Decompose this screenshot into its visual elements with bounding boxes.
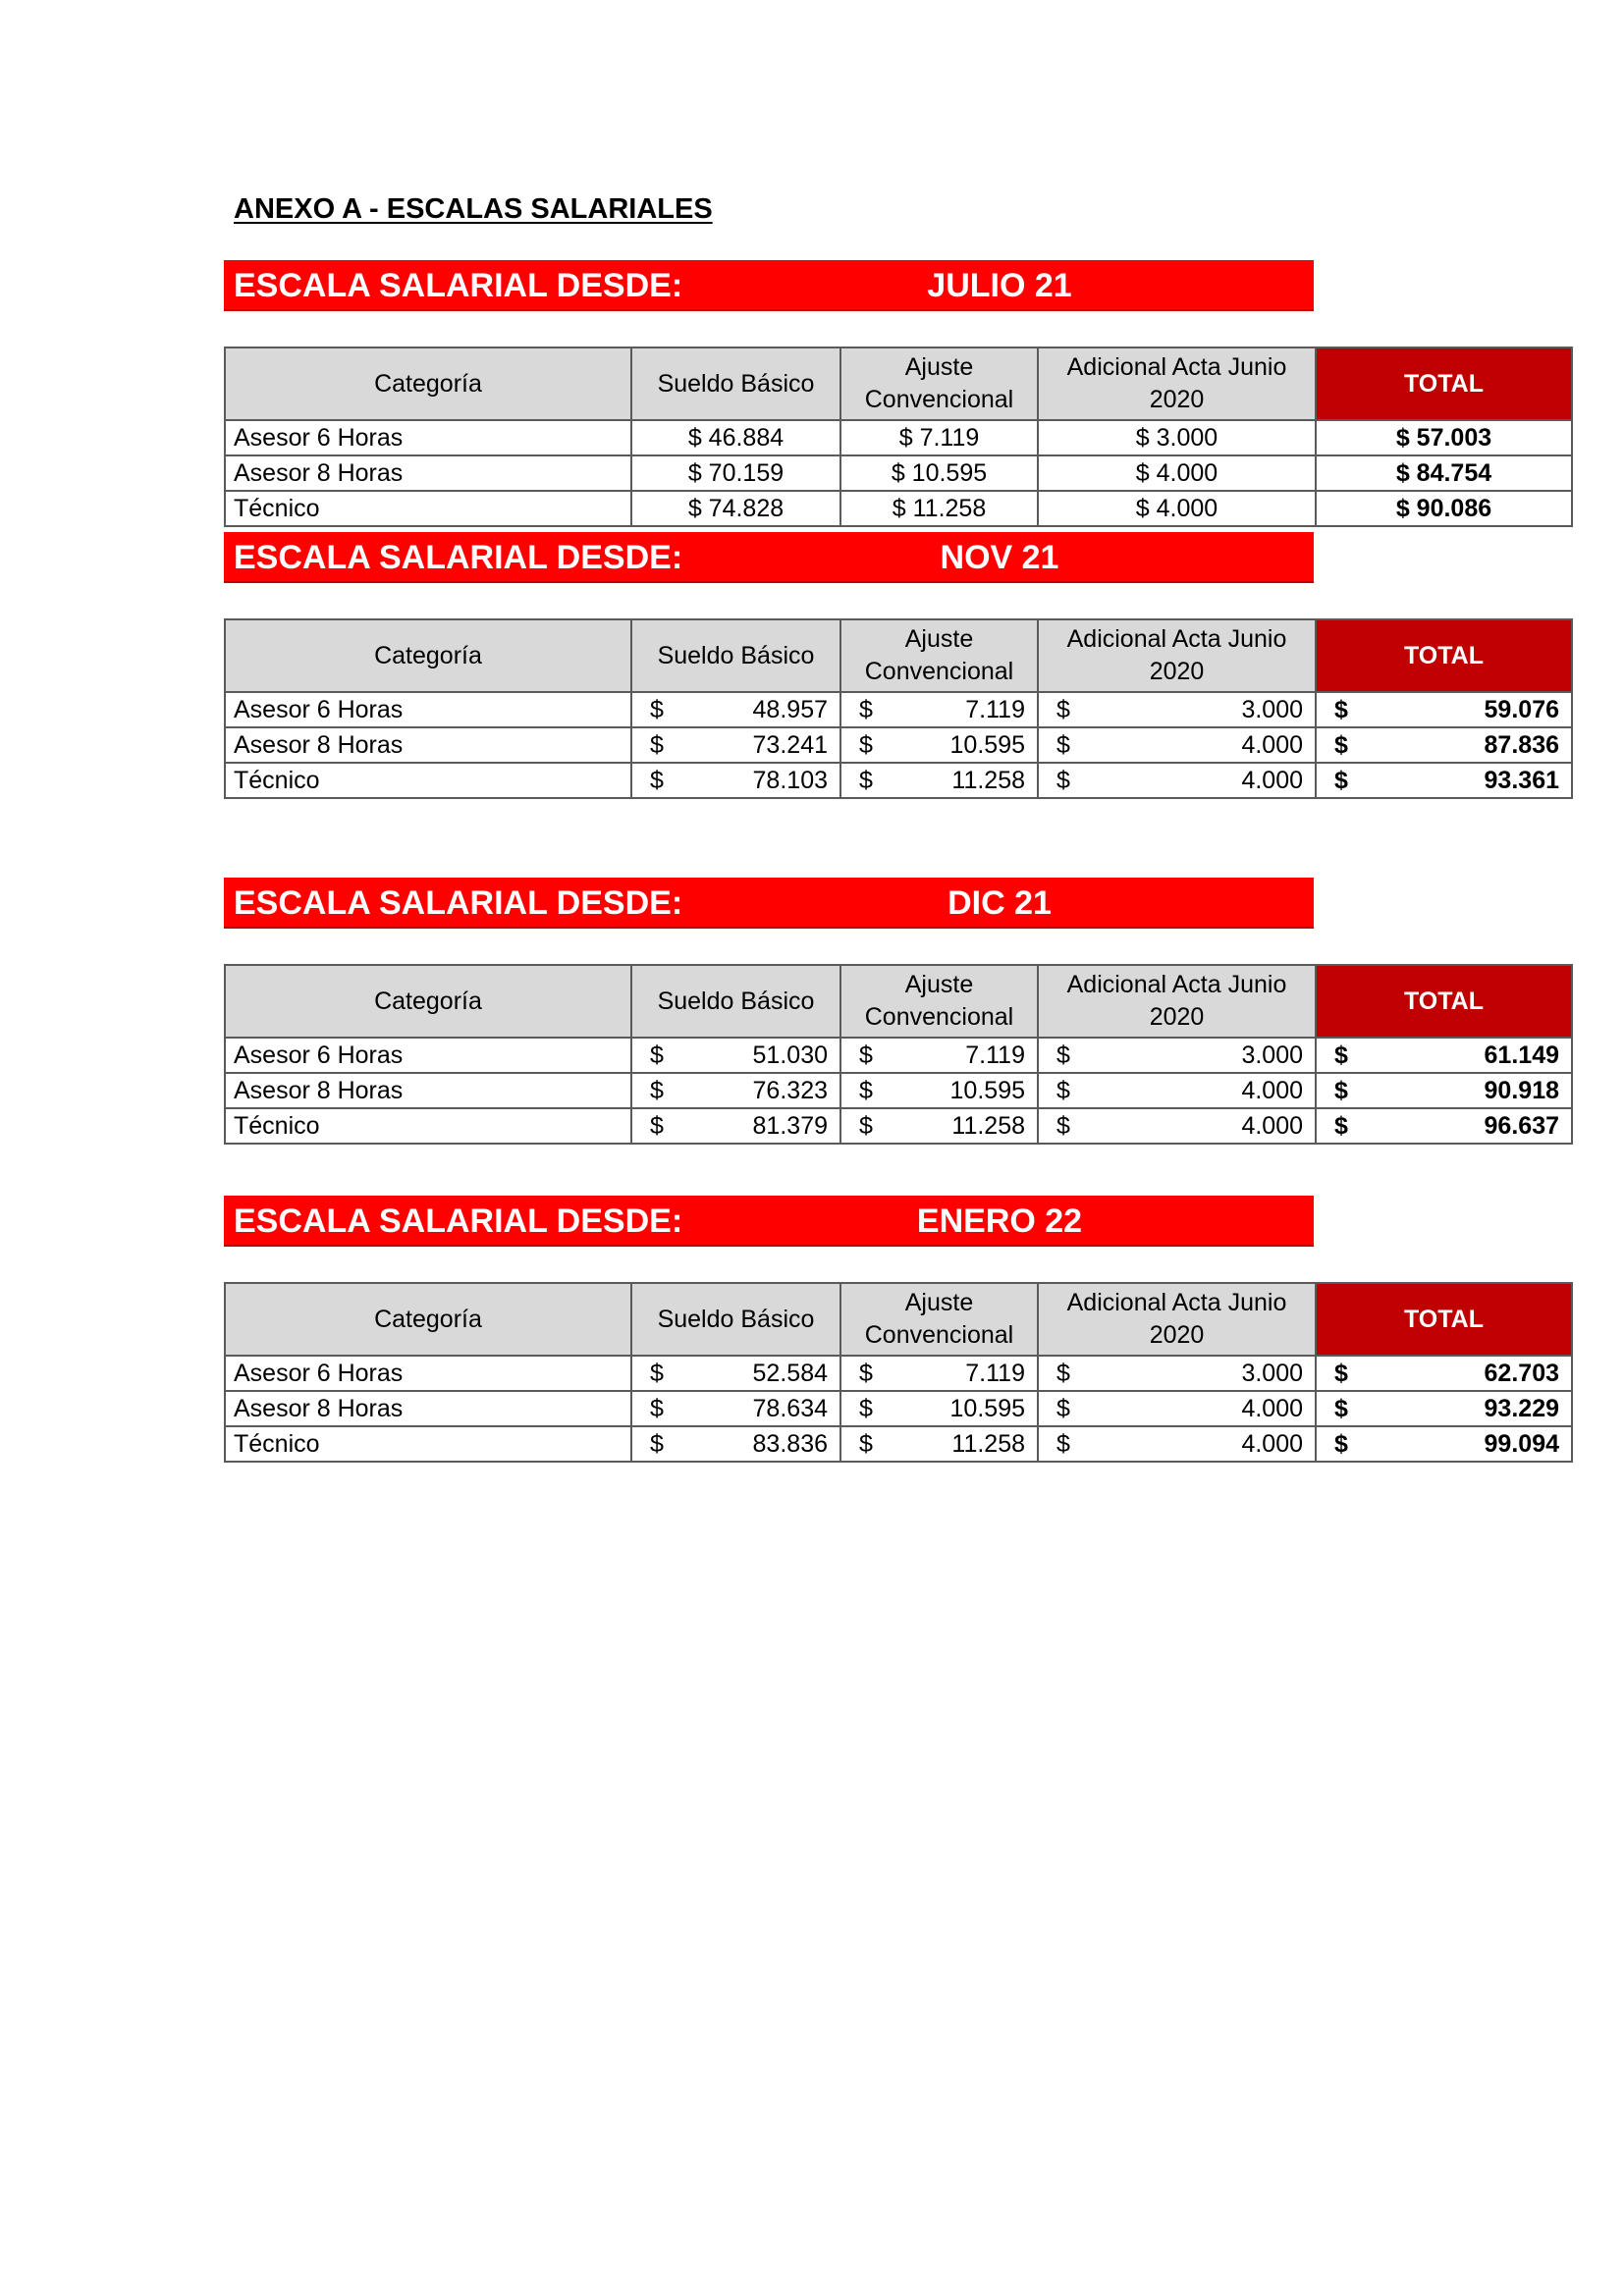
cell-adicional: $ 4.000 — [1038, 727, 1316, 763]
cell-ajuste: $ 11.258 — [840, 491, 1038, 526]
currency-symbol: $ — [1334, 1395, 1348, 1422]
cell-ajuste: $ 7.119 — [840, 692, 1038, 727]
banner-period: JULIO 21 — [927, 267, 1072, 304]
cell-ajuste: $ 11.258 — [840, 763, 1038, 798]
header-categoria: Categoría — [225, 619, 631, 692]
cell-total: $ 93.229 — [1316, 1391, 1572, 1426]
salary-table — [224, 347, 1573, 527]
header-categoria: Categoría — [225, 347, 631, 420]
header-categoria: Categoría — [225, 1283, 631, 1356]
currency-symbol: $ — [1334, 767, 1348, 794]
currency-symbol: $ — [650, 696, 664, 723]
table-row — [225, 1073, 1572, 1108]
table-row — [225, 1426, 1572, 1462]
currency-symbol: $ — [1334, 1430, 1348, 1458]
banner-label: ESCALA SALARIAL DESDE: — [234, 267, 683, 304]
cell-total: $ 96.637 — [1316, 1108, 1572, 1144]
currency-symbol: $ — [1056, 1360, 1070, 1387]
currency-symbol: $ — [859, 1395, 873, 1422]
cell-categoria: Asesor 8 Horas — [225, 1391, 631, 1426]
cell-adicional: $ 4.000 — [1038, 1073, 1316, 1108]
currency-symbol: $ — [1056, 1041, 1070, 1069]
header-categoria: Categoría — [225, 965, 631, 1038]
cell-sueldo: $ 78.103 — [631, 763, 840, 798]
table-row — [225, 491, 1572, 526]
header-sueldo-basico: Sueldo Básico — [631, 965, 840, 1038]
banner-period: DIC 21 — [947, 884, 1052, 922]
cell-total: $ 90.086 — [1316, 491, 1572, 526]
currency-symbol: $ — [650, 731, 664, 759]
cell-sueldo: $ 78.634 — [631, 1391, 840, 1426]
cell-total: $ 59.076 — [1316, 692, 1572, 727]
cell-categoria: Técnico — [225, 763, 631, 798]
currency-symbol: $ — [1334, 696, 1348, 723]
header-ajuste-convencional: Ajuste Convencional — [840, 965, 1038, 1038]
currency-symbol: $ — [1334, 1077, 1348, 1104]
cell-adicional: $ 4.000 — [1038, 455, 1316, 491]
header-sueldo-basico: Sueldo Básico — [631, 1283, 840, 1356]
cell-sueldo: $ 48.957 — [631, 692, 840, 727]
cell-ajuste: $ 10.595 — [840, 1391, 1038, 1426]
salary-table — [224, 964, 1573, 1145]
currency-symbol: $ — [859, 1430, 873, 1458]
currency-symbol: $ — [859, 767, 873, 794]
cell-sueldo: $ 73.241 — [631, 727, 840, 763]
currency-symbol: $ — [1056, 1112, 1070, 1140]
header-total: TOTAL — [1316, 619, 1572, 692]
cell-sueldo: $ 46.884 — [631, 420, 840, 455]
salary-table — [224, 618, 1573, 799]
banner-label: ESCALA SALARIAL DESDE: — [234, 539, 683, 576]
header-sueldo-basico: Sueldo Básico — [631, 347, 840, 420]
cell-ajuste: $ 11.258 — [840, 1426, 1038, 1462]
header-total: TOTAL — [1316, 347, 1572, 420]
table-header-row — [225, 347, 1572, 420]
cell-categoria: Asesor 6 Horas — [225, 1038, 631, 1073]
cell-adicional: $ 4.000 — [1038, 1108, 1316, 1144]
header-total: TOTAL — [1316, 1283, 1572, 1356]
cell-adicional: $ 4.000 — [1038, 1426, 1316, 1462]
table-row — [225, 692, 1572, 727]
cell-adicional: $ 3.000 — [1038, 1038, 1316, 1073]
cell-categoria: Asesor 6 Horas — [225, 420, 631, 455]
cell-categoria: Asesor 6 Horas — [225, 692, 631, 727]
currency-symbol: $ — [859, 1041, 873, 1069]
currency-symbol: $ — [650, 1430, 664, 1458]
cell-ajuste: $ 10.595 — [840, 1073, 1038, 1108]
currency-symbol: $ — [1334, 1041, 1348, 1069]
header-total: TOTAL — [1316, 965, 1572, 1038]
cell-adicional: $ 3.000 — [1038, 692, 1316, 727]
table-row — [225, 727, 1572, 763]
cell-total: $ 90.918 — [1316, 1073, 1572, 1108]
table-row — [225, 455, 1572, 491]
currency-symbol: $ — [650, 1077, 664, 1104]
section-banner — [224, 532, 1314, 583]
currency-symbol: $ — [859, 696, 873, 723]
cell-adicional: $ 3.000 — [1038, 1356, 1316, 1391]
table-row — [225, 1038, 1572, 1073]
currency-symbol: $ — [650, 1041, 664, 1069]
table-row — [225, 420, 1572, 455]
cell-adicional: $ 4.000 — [1038, 1391, 1316, 1426]
cell-ajuste: $ 7.119 — [840, 1038, 1038, 1073]
currency-symbol: $ — [1056, 1395, 1070, 1422]
header-adicional-acta: Adicional Acta Junio 2020 — [1038, 619, 1316, 692]
cell-adicional: $ 4.000 — [1038, 763, 1316, 798]
banner-label: ESCALA SALARIAL DESDE: — [234, 884, 683, 922]
table-row — [225, 1108, 1572, 1144]
cell-adicional: $ 4.000 — [1038, 491, 1316, 526]
cell-ajuste: $ 7.119 — [840, 420, 1038, 455]
cell-total: $ 93.361 — [1316, 763, 1572, 798]
cell-total: $ 99.094 — [1316, 1426, 1572, 1462]
cell-categoria: Asesor 8 Horas — [225, 1073, 631, 1108]
cell-ajuste: $ 7.119 — [840, 1356, 1038, 1391]
document-title: ANEXO A - ESCALAS SALARIALES — [234, 193, 713, 225]
currency-symbol: $ — [1056, 767, 1070, 794]
currency-symbol: $ — [1334, 1112, 1348, 1140]
currency-symbol: $ — [859, 1360, 873, 1387]
currency-symbol: $ — [1056, 731, 1070, 759]
cell-total: $ 84.754 — [1316, 455, 1572, 491]
cell-ajuste: $ 10.595 — [840, 455, 1038, 491]
cell-categoria: Técnico — [225, 1426, 631, 1462]
header-adicional-acta: Adicional Acta Junio 2020 — [1038, 347, 1316, 420]
cell-sueldo: $ 81.379 — [631, 1108, 840, 1144]
cell-sueldo: $ 83.836 — [631, 1426, 840, 1462]
header-ajuste-convencional: Ajuste Convencional — [840, 347, 1038, 420]
cell-sueldo: $ 51.030 — [631, 1038, 840, 1073]
currency-symbol: $ — [859, 731, 873, 759]
cell-ajuste: $ 11.258 — [840, 1108, 1038, 1144]
header-adicional-acta: Adicional Acta Junio 2020 — [1038, 965, 1316, 1038]
currency-symbol: $ — [650, 767, 664, 794]
currency-symbol: $ — [650, 1395, 664, 1422]
cell-categoria: Asesor 6 Horas — [225, 1356, 631, 1391]
cell-sueldo: $ 70.159 — [631, 455, 840, 491]
cell-categoria: Asesor 8 Horas — [225, 455, 631, 491]
table-header-row — [225, 619, 1572, 692]
currency-symbol: $ — [859, 1112, 873, 1140]
cell-total: $ 62.703 — [1316, 1356, 1572, 1391]
cell-categoria: Técnico — [225, 1108, 631, 1144]
table-header-row — [225, 1283, 1572, 1356]
cell-total: $ 87.836 — [1316, 727, 1572, 763]
cell-categoria: Técnico — [225, 491, 631, 526]
cell-categoria: Asesor 8 Horas — [225, 727, 631, 763]
header-ajuste-convencional: Ajuste Convencional — [840, 619, 1038, 692]
banner-period: NOV 21 — [940, 539, 1059, 576]
table-header-row — [225, 965, 1572, 1038]
table-row — [225, 1391, 1572, 1426]
currency-symbol: $ — [1056, 1430, 1070, 1458]
cell-total: $ 57.003 — [1316, 420, 1572, 455]
section-banner — [224, 260, 1314, 311]
section-banner — [224, 878, 1314, 929]
cell-sueldo: $ 76.323 — [631, 1073, 840, 1108]
header-adicional-acta: Adicional Acta Junio 2020 — [1038, 1283, 1316, 1356]
currency-symbol: $ — [650, 1360, 664, 1387]
salary-table — [224, 1282, 1573, 1463]
table-row — [225, 763, 1572, 798]
banner-period: ENERO 22 — [916, 1202, 1083, 1240]
currency-symbol: $ — [1334, 731, 1348, 759]
section-banner — [224, 1196, 1314, 1247]
currency-symbol: $ — [1334, 1360, 1348, 1387]
currency-symbol: $ — [1056, 696, 1070, 723]
currency-symbol: $ — [1056, 1077, 1070, 1104]
table-row — [225, 1356, 1572, 1391]
cell-adicional: $ 3.000 — [1038, 420, 1316, 455]
cell-sueldo: $ 74.828 — [631, 491, 840, 526]
banner-label: ESCALA SALARIAL DESDE: — [234, 1202, 683, 1240]
currency-symbol: $ — [650, 1112, 664, 1140]
header-ajuste-convencional: Ajuste Convencional — [840, 1283, 1038, 1356]
header-sueldo-basico: Sueldo Básico — [631, 619, 840, 692]
currency-symbol: $ — [859, 1077, 873, 1104]
cell-sueldo: $ 52.584 — [631, 1356, 840, 1391]
cell-total: $ 61.149 — [1316, 1038, 1572, 1073]
cell-ajuste: $ 10.595 — [840, 727, 1038, 763]
